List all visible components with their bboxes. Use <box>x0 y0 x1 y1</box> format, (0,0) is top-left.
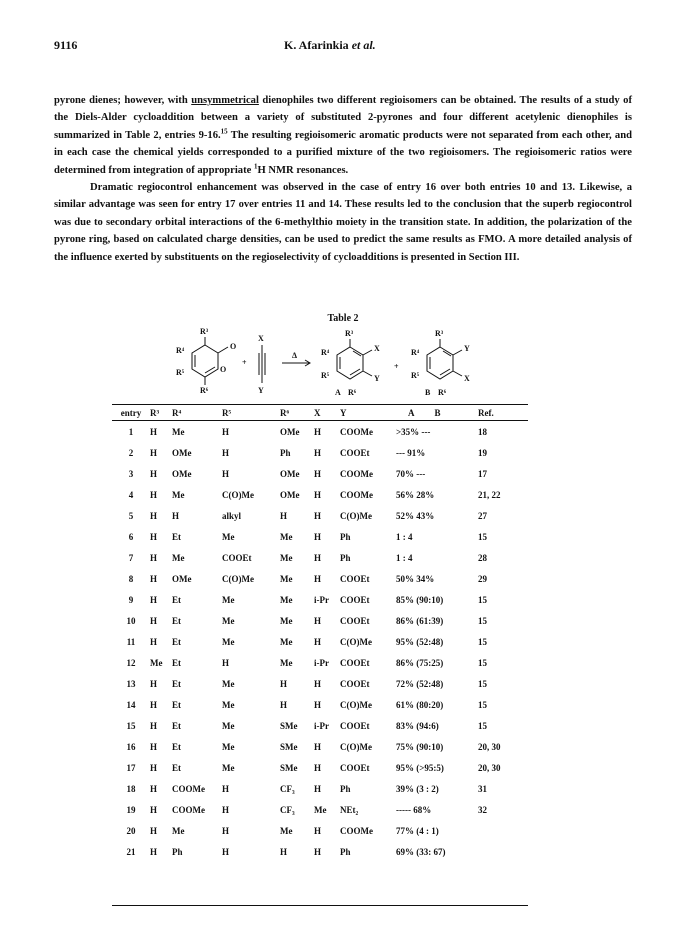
table-cell: Ph <box>340 783 351 794</box>
running-author <box>284 38 376 53</box>
table-row <box>112 631 528 652</box>
table-cell: Me <box>222 741 235 752</box>
table-cell: 1 : 4 <box>396 552 413 563</box>
table-cell: Ph <box>280 447 291 458</box>
author-name: K. Afarinkia <box>284 38 349 52</box>
scheme-heat: Δ <box>292 351 298 360</box>
table-cell: 2 <box>128 447 134 458</box>
scheme-y-alkyne: Y <box>258 386 264 395</box>
table-cell: Me <box>222 531 235 542</box>
reaction-scheme <box>150 323 530 403</box>
table-cell: H <box>150 699 158 710</box>
table-cell: H <box>314 825 322 836</box>
table-cell: 15 <box>478 531 487 542</box>
col-entry: entry <box>120 407 142 418</box>
table-cell: H <box>150 615 158 626</box>
col-x: X <box>314 407 321 418</box>
table-cell: 28 <box>478 552 487 563</box>
table-cell: 86% (75:25) <box>396 657 444 668</box>
product-b-structure <box>427 339 462 379</box>
col-r4: R⁴ <box>172 407 182 418</box>
table-cell: 18 <box>478 426 487 437</box>
scheme-label-b: B <box>425 388 431 397</box>
table-cell: COOEt <box>340 615 370 626</box>
table-cell: COOMe <box>340 468 373 479</box>
p1-nmr-superscript: 1 <box>253 162 258 171</box>
table-cell: 15 <box>478 657 487 668</box>
table-cell: Et <box>172 699 181 710</box>
table-cell: H <box>150 678 158 689</box>
table-cell: Me <box>280 573 293 584</box>
table-cell: OMe <box>280 468 300 479</box>
table-cell: Et <box>172 657 181 668</box>
table-row <box>112 505 528 526</box>
table-cell: OMe <box>172 447 192 458</box>
table-cell: H <box>150 573 158 584</box>
table-cell: 29 <box>478 573 487 584</box>
table-cell: H <box>314 762 322 773</box>
table-cell: H <box>314 552 322 563</box>
col-a-b <box>396 405 478 421</box>
table-row <box>112 673 528 694</box>
table-cell: 15 <box>478 615 487 626</box>
table-cell: Et <box>172 636 181 647</box>
table-cell: Me <box>280 825 293 836</box>
table-row <box>112 568 528 589</box>
p1-part-a: pyrone dienes; however, with <box>54 95 192 106</box>
table-cell: i-Pr <box>314 657 329 668</box>
table-cell: H <box>314 741 322 752</box>
table-row <box>112 715 528 736</box>
table-cell: 9 <box>128 594 134 605</box>
table-cell: SMe <box>280 762 298 773</box>
table-cell: 14 <box>126 699 136 710</box>
table-cell: H <box>314 846 322 857</box>
table-cell: 21, 22 <box>478 489 501 500</box>
table-cell: H <box>314 489 322 500</box>
scheme-r3-product-b: R³ <box>435 329 444 338</box>
table-cell: H <box>314 468 322 479</box>
table-cell: H <box>314 678 322 689</box>
table-cell: Me <box>172 825 185 836</box>
table-cell: 15 <box>478 720 487 731</box>
table-cell: H <box>314 426 322 437</box>
table-cell: H <box>150 489 158 500</box>
table-cell: H <box>222 468 230 479</box>
table-row <box>112 421 528 443</box>
table-cell: Ph <box>172 846 183 857</box>
table-cell: 21 <box>126 846 136 857</box>
paragraph-2: Dramatic regiocontrol enhancement was observed in the case of entry 16 over both entries 10 and 13. Likewise, a similar advantage was seen for entry 17 over entries 11 and 14. These results led to the conclusion that the superb regiocontrol was due to secondary orbital interactions of the 6-methylthio moiety in the transition state. In addition, the polarization of the pyrone ring, based on calculated charge densities, can be used to predict the same results as FMO. A more detailed analysis of the influence exerted by substituents on the regioselectivity of cycloadditions is presented in Section III. <box>54 182 632 263</box>
table-row <box>112 589 528 610</box>
table-cell: H <box>314 573 322 584</box>
table-cell: H <box>222 804 230 815</box>
table-cell: Me <box>222 678 235 689</box>
scheme-r5-product-b: R⁵ <box>411 371 420 380</box>
table-cell: 7 <box>128 552 134 563</box>
table-cell: i-Pr <box>314 594 329 605</box>
table-cell: H <box>280 678 288 689</box>
table-cell: 17 <box>478 468 487 479</box>
table-cell: 15 <box>478 636 487 647</box>
table-cell: Et <box>172 741 181 752</box>
table-cell: C(O)Me <box>340 741 372 752</box>
table-cell: H <box>150 531 158 542</box>
table-cell: H <box>150 510 158 521</box>
table-cell: 56% 28% <box>396 489 435 500</box>
table-cell: Et <box>172 594 181 605</box>
table-cell: COOEt <box>340 447 370 458</box>
table-cell: 6 <box>128 531 134 542</box>
col-r6: R⁶ <box>280 407 290 418</box>
table-cell: Me <box>172 426 185 437</box>
table-row <box>112 736 528 757</box>
table-cell: 1 : 4 <box>396 531 413 542</box>
page-number: 9116 <box>54 38 78 52</box>
table-cell: Et <box>172 720 181 731</box>
table-cell: 86% (61:39) <box>396 615 444 626</box>
table-cell: Ph <box>340 552 351 563</box>
table-cell: H <box>314 531 322 542</box>
reaction-arrow <box>282 360 310 366</box>
table-row <box>112 778 528 799</box>
table-cell: Me <box>150 657 163 668</box>
table-cell: ----- 68% <box>396 804 432 815</box>
table-cell: COOMe <box>340 426 373 437</box>
table-cell: COOEt <box>340 573 370 584</box>
table-row <box>112 799 528 820</box>
table-cell <box>478 841 528 862</box>
product-a-structure <box>337 339 372 379</box>
table-header-row <box>112 405 528 421</box>
table-cell: OMe <box>280 489 300 500</box>
table-cell: COOEt <box>340 762 370 773</box>
table-cell: 12 <box>126 657 136 668</box>
table-cell: 95% (52:48) <box>396 636 444 647</box>
table-cell: 10 <box>126 615 136 626</box>
table-cell: Me <box>222 615 235 626</box>
table-cell: COOEt <box>340 720 370 731</box>
col-y: Y <box>340 407 347 418</box>
table-cell: H <box>150 762 158 773</box>
table-cell: CF₃ <box>280 804 295 815</box>
col-r3: R³ <box>150 407 160 418</box>
table-cell: Me <box>280 657 293 668</box>
table-cell: 20, 30 <box>478 762 501 773</box>
table-row <box>112 526 528 547</box>
table-cell: 15 <box>126 720 136 731</box>
table-cell: alkyl <box>222 510 242 521</box>
table-cell: COOMe <box>172 804 205 815</box>
table-cell: H <box>150 447 158 458</box>
col-r5: R⁵ <box>222 407 232 418</box>
p1-citation: 15 <box>220 127 228 136</box>
table-cell: 85% (90:10) <box>396 594 444 605</box>
table-cell: Et <box>172 678 181 689</box>
table-cell: H <box>222 447 230 458</box>
table-cell: 75% (90:10) <box>396 741 444 752</box>
table-cell: H <box>172 510 180 521</box>
table-row <box>112 841 528 862</box>
table-cell: Me <box>280 615 293 626</box>
table-cell: H <box>150 846 158 857</box>
table-cell: H <box>314 447 322 458</box>
table-cell: OMe <box>172 573 192 584</box>
pyrone-structure <box>192 337 228 385</box>
table-cell: H <box>150 636 158 647</box>
scheme-o-carbonyl: O <box>230 342 237 351</box>
table-cell: H <box>150 720 158 731</box>
p1-underlined: unsymmetrical <box>191 95 259 106</box>
table-cell: H <box>314 510 322 521</box>
table-cell: COOMe <box>340 489 373 500</box>
col-ref: Ref. <box>478 407 494 418</box>
table-cell: H <box>150 468 158 479</box>
table-cell: 32 <box>478 804 487 815</box>
scheme-r3-product-a: R³ <box>345 329 354 338</box>
p1-part-b: dienophiles two different regioisomers can be obtained. The results of a study of the Diels-Alder cycloaddition between a variety of substituted 2-pyrones and four different acetylenic dienophiles is summarized in Table 2, entries 9-16. <box>54 95 632 141</box>
table-cell: H <box>222 783 230 794</box>
table-cell: C(O)Me <box>222 573 254 584</box>
table-cell: Me <box>280 552 293 563</box>
table-cell: C(O)Me <box>340 699 372 710</box>
scheme-x-product-a: X <box>374 344 380 353</box>
table-cell: H <box>222 846 230 857</box>
table-cell: H <box>150 594 158 605</box>
table-cell: Et <box>172 615 181 626</box>
table-cell: C(O)Me <box>340 636 372 647</box>
table-cell: 72% (52:48) <box>396 678 444 689</box>
p1-part-c: The resulting regioisomeric aromatic products were not separated from each other, and in each case the chemical yields corresponded to a purified mixture of the two regioisomers. The regioisomeric ratios were determined from integration of appropriate <box>54 129 632 176</box>
table-cell: H <box>150 804 158 815</box>
table-cell: Me <box>222 594 235 605</box>
table-cell: H <box>314 615 322 626</box>
table-cell: Me <box>222 762 235 773</box>
table-cell: 20, 30 <box>478 741 501 752</box>
table-cell: 8 <box>128 573 134 584</box>
table-cell: 1 <box>128 426 134 437</box>
table-cell: Et <box>172 762 181 773</box>
table-cell: OMe <box>280 426 300 437</box>
table-cell: 69% (33: 67) <box>396 846 446 857</box>
table-cell: H <box>150 552 158 563</box>
table-cell: 11 <box>126 636 136 647</box>
table-cell: 18 <box>126 783 136 794</box>
table-cell: 15 <box>478 594 487 605</box>
scheme-r4-product-b: R⁴ <box>411 348 420 357</box>
table-row <box>112 547 528 568</box>
table-row <box>112 463 528 484</box>
table-cell: Me <box>172 489 185 500</box>
results-table <box>112 404 528 862</box>
table-cell: Me <box>222 699 235 710</box>
table-cell: 17 <box>126 762 136 773</box>
table-row <box>112 484 528 505</box>
table-cell: COOEt <box>340 657 370 668</box>
table-cell: H <box>314 636 322 647</box>
table-cell <box>478 820 528 841</box>
table-cell: 61% (80:20) <box>396 699 444 710</box>
table-cell: 16 <box>126 741 136 752</box>
table-cell: NEt₂ <box>340 804 359 815</box>
table-bottom-rule <box>112 905 528 906</box>
table-cell: Me <box>222 720 235 731</box>
table-cell: OMe <box>172 468 192 479</box>
table-cell: i-Pr <box>314 720 329 731</box>
table-cell: H <box>280 846 288 857</box>
table-cell: 83% (94:6) <box>396 720 439 731</box>
table-cell: H <box>222 825 230 836</box>
table-cell: Et <box>172 531 181 542</box>
col-a: A <box>408 407 415 418</box>
table-cell: H <box>222 426 230 437</box>
table-cell: SMe <box>280 720 298 731</box>
table-cell: --- 91% <box>396 447 426 458</box>
table-cell: 20 <box>126 825 136 836</box>
table-cell: H <box>314 699 322 710</box>
col-b: B <box>434 407 441 418</box>
table-cell: H <box>222 657 230 668</box>
p1-part-d: H NMR resonances. <box>257 164 349 176</box>
table-cell: 5 <box>128 510 134 521</box>
scheme-r6-product-b: R⁶ <box>438 388 447 397</box>
scheme-plus-1: + <box>242 358 247 367</box>
table-row <box>112 757 528 778</box>
table-body <box>112 421 528 863</box>
table-cell: H <box>280 510 288 521</box>
paragraph-1 <box>54 92 632 179</box>
table-title: Table 2 <box>327 313 359 324</box>
table-cell: Me <box>222 636 235 647</box>
table-row <box>112 652 528 673</box>
table-cell: 39% (3 : 2) <box>396 783 439 794</box>
table-cell: COOEt <box>222 552 252 563</box>
scheme-r6-product-a: R⁶ <box>348 388 357 397</box>
scheme-r3-a: R³ <box>200 327 209 336</box>
table-cell: CF₃ <box>280 783 295 794</box>
table-row <box>112 610 528 631</box>
scheme-y-product-a: Y <box>374 374 380 383</box>
scheme-r5-product-a: R⁵ <box>321 371 330 380</box>
table-cell: Me <box>314 804 327 815</box>
scheme-r4-product-a: R⁴ <box>321 348 330 357</box>
table-cell: H <box>150 741 158 752</box>
table-cell: Me <box>280 636 293 647</box>
table-cell: COOMe <box>172 783 205 794</box>
scheme-y-product-b: Y <box>464 344 470 353</box>
table-cell: C(O)Me <box>222 489 254 500</box>
table-cell: Me <box>280 594 293 605</box>
table-cell: H <box>150 825 158 836</box>
scheme-x-product-b: X <box>464 374 470 383</box>
table-cell: Me <box>280 531 293 542</box>
table-cell: 19 <box>126 804 136 815</box>
table-row <box>112 820 528 841</box>
table-cell: COOMe <box>340 825 373 836</box>
table-cell: 15 <box>478 678 487 689</box>
table-cell: 27 <box>478 510 487 521</box>
table-cell: COOEt <box>340 594 370 605</box>
table-cell: H <box>150 426 158 437</box>
table-cell: 52% 43% <box>396 510 435 521</box>
table-cell: H <box>314 783 322 794</box>
scheme-r6-a: R⁶ <box>200 386 209 395</box>
table-cell: 13 <box>126 678 136 689</box>
scheme-r4-a: R⁴ <box>176 346 185 355</box>
alkyne-structure <box>259 345 265 383</box>
author-etal: et al. <box>351 38 376 52</box>
table-cell: Ph <box>340 531 351 542</box>
table-cell: >35% --- <box>396 426 431 437</box>
scheme-label-a: A <box>335 388 341 397</box>
table-cell: SMe <box>280 741 298 752</box>
body-text <box>54 92 632 266</box>
table-cell: 4 <box>128 489 134 500</box>
table-row <box>112 442 528 463</box>
scheme-o-ring: O <box>220 365 227 374</box>
table-cell: Me <box>172 552 185 563</box>
table-cell: 31 <box>478 783 487 794</box>
scheme-x-alkyne: X <box>258 334 264 343</box>
table-row <box>112 694 528 715</box>
table-cell: 3 <box>128 468 134 479</box>
table-cell: COOEt <box>340 678 370 689</box>
table-cell: 19 <box>478 447 487 458</box>
table-cell: 70% --- <box>396 468 426 479</box>
table-cell: 50% 34% <box>396 573 435 584</box>
table-cell: 15 <box>478 699 487 710</box>
scheme-r5-a: R⁵ <box>176 368 185 377</box>
table-cell: 77% (4 : 1) <box>396 825 439 836</box>
table-cell: Ph <box>340 846 351 857</box>
table-cell: 95% (>95:5) <box>396 762 444 773</box>
scheme-plus-2: + <box>394 362 399 371</box>
table-cell: H <box>150 783 158 794</box>
table-cell: H <box>280 699 288 710</box>
table-cell: C(O)Me <box>340 510 372 521</box>
